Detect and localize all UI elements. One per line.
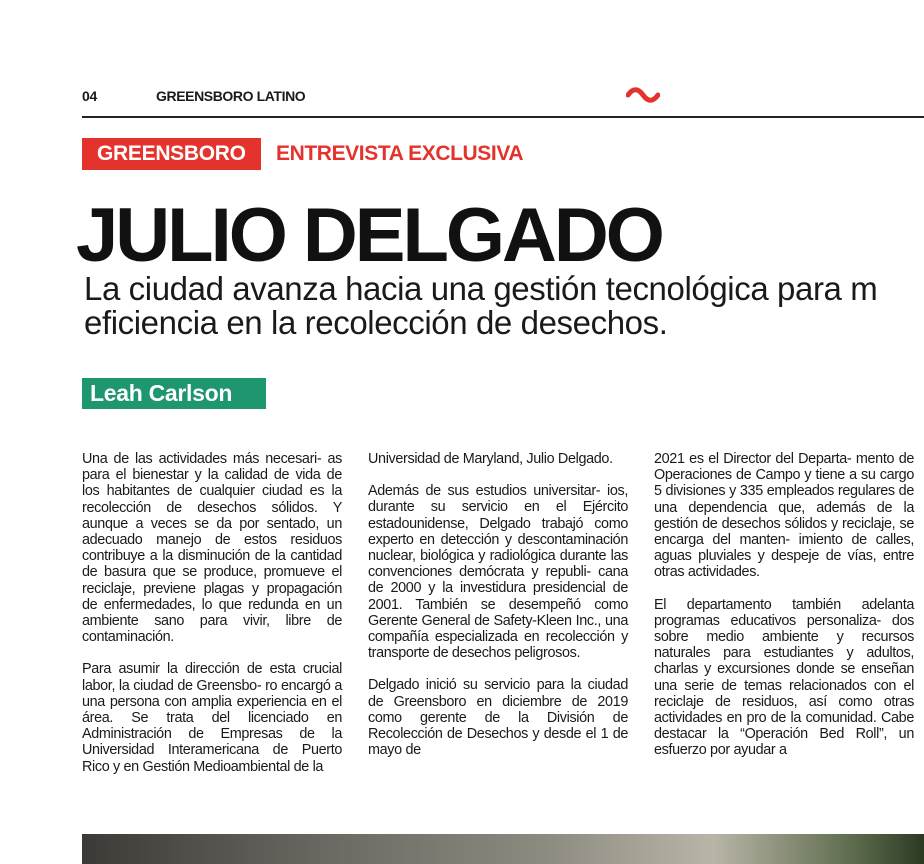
article-deck — [84, 272, 924, 340]
paragraph: 2021 es el Director del Departa- mento de Operaciones de Campo y tiene a su cargo 5 divisiones y 335 empleados regulares de una dependencia que, además de la gestión de desechos sólidos y reciclaje, se encarga del manten- imiento de calles, aguas pluviales y despeje de vías, entre otras actividades. — [654, 451, 914, 581]
section-subtag: ENTREVISTA EXCLUSIVA — [276, 142, 524, 165]
publication-name: GREENSBORO LATINO — [156, 88, 306, 104]
paragraph: Delgado inició su servicio para la ciudad de Greensboro en diciembre de 2019 como gerente de la División de Recolección de Desechos y desde el 1 de mayo de — [368, 677, 628, 759]
article-photo — [82, 834, 924, 864]
paragraph: Una de las actividades más necesari- as para el bienestar y la calidad de vida de los habitantes de cualquier ciudad es la recolección de desechos sólidos. Y aunque a veces se da por sentado, un adecuado manejo de estos residuos contribuye a la disminución de la cantidad de basura que se produce, promueve el reciclaje, previene plagas y propagación de enfermedades, lo que redunda en un ambiente sano para vivir, libre de contaminación. — [82, 451, 342, 646]
paragraph: El departamento también adelanta programas educativos personaliza- dos sobre medio ambiente y recursos naturales para estudiantes y adultos, charlas y excursiones donde se enseñan una serie de temas relacionados con el reciclaje de residuos, así como otras actividades en pro de la comunidad. Cabe destacar la “Operación Bed Roll”, un esfuerzo por ayudar a — [654, 596, 914, 759]
page-header — [82, 86, 924, 118]
paragraph: Para asumir la dirección de esta crucial labor, la ciudad de Greensbo- ro encargó a una persona con amplia experiencia en el área. Se trata del licenciado en Administración de Empresas de la Universidad Interamericana de Puerto Rico y en Gestión Medioambiental de la — [82, 661, 342, 775]
section-tag: GREENSBORO — [82, 138, 261, 170]
author-byline: Leah Carlson — [82, 378, 266, 409]
deck-line: eficiencia en la recolección de desechos. — [84, 304, 668, 341]
page-number: 04 — [82, 88, 97, 104]
article-headline: JULIO DELGADO — [76, 193, 662, 278]
article-column-2 — [368, 451, 628, 774]
red-wave-icon — [626, 86, 660, 104]
article-column-3 — [654, 451, 914, 775]
deck-line: La ciudad avanza hacia una gestión tecnológica para m — [84, 270, 878, 307]
paragraph: Además de sus estudios universitar- ios, durante su servicio en el Ejército estadounidense, Delgado trabajó como experto en detección y descontaminación nuclear, biológica y radiológica durante las convenciones demócrata y republi- cana de 2000 y la investidura presidencial de 2001. También se desempeñó como Gerente General de Safety-Kleen Inc., una compañía especializada en recolección y transporte de desechos peligrosos. — [368, 483, 628, 662]
paragraph: Universidad de Maryland, Julio Delgado. — [368, 451, 613, 467]
article-column-1 — [82, 451, 342, 791]
